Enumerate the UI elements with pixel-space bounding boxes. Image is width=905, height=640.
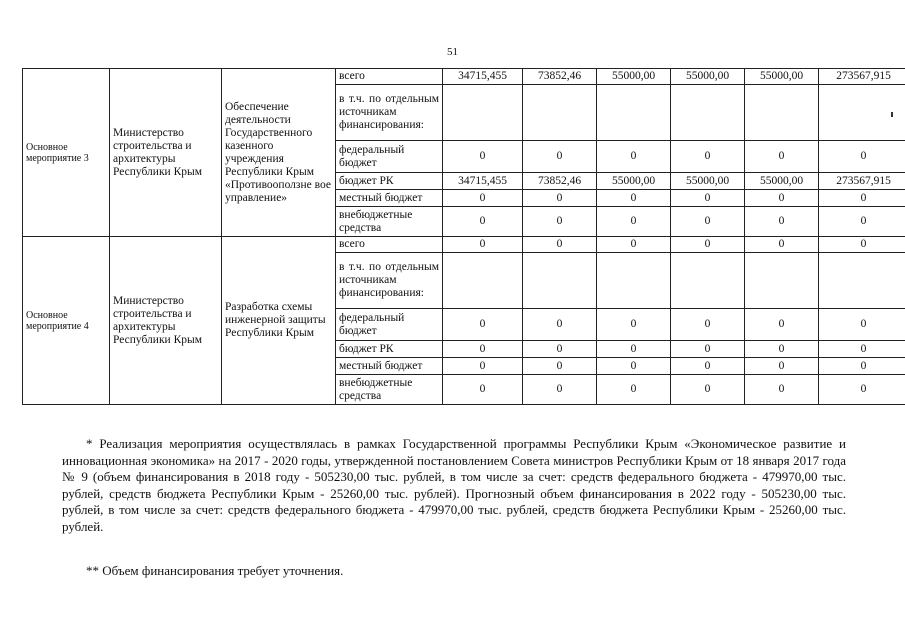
funding-value: 0: [671, 309, 745, 341]
funding-value: 0: [819, 190, 905, 207]
funding-value: 0: [523, 358, 597, 375]
funding-value: 0: [745, 358, 819, 375]
funding-value: [443, 253, 523, 309]
measure-objective: Разработка схемы инженерной защиты Республики Крым: [222, 237, 336, 405]
funding-value: 0: [819, 309, 905, 341]
funding-value: 34715,455: [443, 173, 523, 190]
funding-value: 0: [597, 207, 671, 237]
funding-value: 0: [523, 141, 597, 173]
funding-value: 0: [745, 375, 819, 405]
funding-value: 0: [523, 309, 597, 341]
funding-value: 0: [745, 141, 819, 173]
funding-value: 55000,00: [597, 69, 671, 85]
funding-source: в т.ч. по отдельным источникам финансирования:: [336, 253, 443, 309]
funding-value: [745, 85, 819, 141]
funding-value: 0: [443, 190, 523, 207]
funding-value: 0: [523, 190, 597, 207]
measure-name: Основное мероприятие 3: [23, 69, 110, 237]
funding-value: 73852,46: [523, 69, 597, 85]
scan-edge-mark: [891, 112, 893, 117]
funding-value: 73852,46: [523, 173, 597, 190]
funding-value: 0: [745, 207, 819, 237]
funding-value: 55000,00: [597, 173, 671, 190]
funding-value: 0: [745, 309, 819, 341]
footnote-1: * Реализация мероприятия осуществлялась в рамках Государственной программы Республики Крым «Экономическое развитие и инновационная экономика» на 2017 - 2020 годы, утвержденной постановлением Совета министров Республики Крым от 18 января 2017 года № 9 (объем финансирования в 2018 году - 505230,00 тыс. рублей, в том числе за счет: средств федерального бюджета - 479970,00 тыс. рублей, средств бюджета Республики Крым - 25260,00 тыс. рублей). Прогнозный объем финансирования в 2022 году - 505230,00 тыс. рублей, в том числе за счет: средств федерального бюджета - 479970,00 тыс. рублей, средств бюджета Республики Крым - 25260,00 тыс. рублей.: [62, 436, 846, 534]
funding-value: 0: [443, 237, 523, 253]
funding-source: внебюджетные средства: [336, 375, 443, 405]
funding-value: 0: [597, 375, 671, 405]
funding-value: 0: [443, 309, 523, 341]
funding-value: [523, 253, 597, 309]
funding-value: 273567,915: [819, 69, 905, 85]
measure-executor: Министерство строительства и архитектуры Республики Крым: [110, 237, 222, 405]
funding-table-body: [23, 69, 905, 405]
funding-value: 0: [443, 207, 523, 237]
footnotes: [62, 436, 846, 580]
funding-source: внебюджетные средства: [336, 207, 443, 237]
funding-source: всего: [336, 237, 443, 253]
funding-source: бюджет РК: [336, 341, 443, 358]
funding-value: 0: [819, 141, 905, 173]
funding-value: 0: [443, 358, 523, 375]
funding-source: бюджет РК: [336, 173, 443, 190]
funding-value: 0: [819, 358, 905, 375]
funding-value: 0: [819, 375, 905, 405]
funding-value: 0: [597, 190, 671, 207]
funding-value: 55000,00: [745, 69, 819, 85]
funding-source: федеральный бюджет: [336, 141, 443, 173]
funding-value: [597, 253, 671, 309]
funding-value: 55000,00: [671, 173, 745, 190]
table-row: [23, 69, 905, 85]
page-number: 51: [447, 46, 458, 58]
funding-value: [443, 85, 523, 141]
funding-source: федеральный бюджет: [336, 309, 443, 341]
funding-value: 0: [597, 309, 671, 341]
funding-value: 34715,455: [443, 69, 523, 85]
funding-value: 0: [671, 190, 745, 207]
funding-source: в т.ч. по отдельным источникам финансирования:: [336, 85, 443, 141]
funding-value: 0: [671, 141, 745, 173]
funding-value: 0: [671, 207, 745, 237]
funding-value: 0: [671, 341, 745, 358]
funding-value: 55000,00: [745, 173, 819, 190]
funding-source: всего: [336, 69, 443, 85]
funding-value: 0: [443, 375, 523, 405]
footnote-2: ** Объем финансирования требует уточнения.: [86, 563, 344, 578]
funding-value: 0: [523, 237, 597, 253]
funding-value: 0: [671, 358, 745, 375]
funding-value: [671, 85, 745, 141]
funding-value: 0: [523, 341, 597, 358]
table-row: [23, 237, 905, 253]
funding-value: 0: [745, 190, 819, 207]
funding-value: [597, 85, 671, 141]
funding-value: 0: [597, 358, 671, 375]
funding-value: 0: [597, 341, 671, 358]
funding-value: [819, 253, 905, 309]
funding-value: 55000,00: [671, 69, 745, 85]
funding-value: 0: [819, 237, 905, 253]
funding-source: местный бюджет: [336, 358, 443, 375]
funding-table: [22, 68, 905, 405]
funding-value: 0: [443, 341, 523, 358]
funding-value: [523, 85, 597, 141]
funding-value: 0: [523, 375, 597, 405]
funding-value: 0: [819, 207, 905, 237]
funding-value: 0: [819, 341, 905, 358]
funding-value: 0: [671, 237, 745, 253]
funding-value: 0: [671, 375, 745, 405]
funding-value: 273567,915: [819, 173, 905, 190]
funding-value: 0: [443, 141, 523, 173]
funding-value: 0: [523, 207, 597, 237]
funding-source: местный бюджет: [336, 190, 443, 207]
measure-executor: Министерство строительства и архитектуры Республики Крым: [110, 69, 222, 237]
measure-objective: Обеспечение деятельности Государственного казенного учреждения Республики Крым «Противооползне вое управление»: [222, 69, 336, 237]
funding-value: [671, 253, 745, 309]
funding-value: 0: [745, 341, 819, 358]
funding-value: 0: [597, 141, 671, 173]
measure-name: Основное мероприятие 4: [23, 237, 110, 405]
funding-value: [745, 253, 819, 309]
funding-value: 0: [745, 237, 819, 253]
funding-value: 0: [597, 237, 671, 253]
